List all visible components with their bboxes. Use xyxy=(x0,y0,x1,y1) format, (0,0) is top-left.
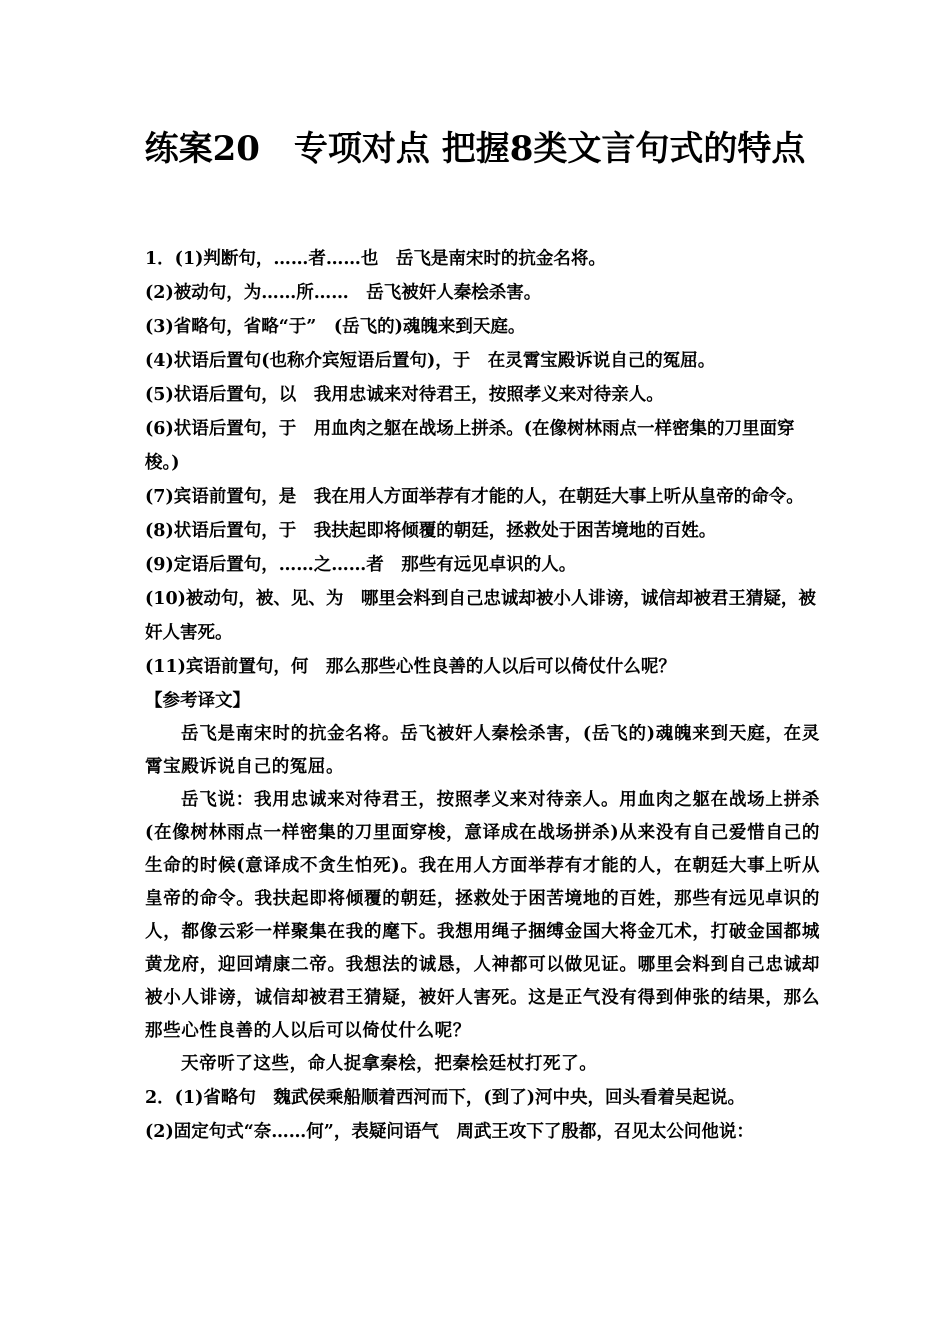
answer-list-q2 xyxy=(145,1081,820,1149)
translation-heading: 【参考译文】 xyxy=(145,691,250,711)
translation-paragraph: 岳飞说：我用忠诚来对待君王，按照孝义来对待亲人。用血肉之躯在战场上拼杀(在像树林雨点一样密集的刀里面穿梭，意译成在战场拼杀)从来没有自己爱惜自己的生命的时候(意译成不贪生怕死)。我在用人方面举荐有才能的人，在朝廷大事上听从皇帝的命令。我扶起即将倾覆的朝廷，拯救处于困苦境地的百姓，那些有远见卓识的人，都像云彩一样聚集在我的麾下。我想用绳子捆缚金国大将金兀术，打破金国都城黄龙府，迎回靖康二帝。我想法的诚恳，人神都可以做见证。哪里会料到自己忠诚却被小人诽谤，诚信却被君王猜疑，被奸人害死。这是正气没有得到伸张的结果，那么那些心性良善的人以后可以倚仗什么呢？ xyxy=(145,790,820,1041)
answer-item: 1．(1)判断句，……者……也 岳飞是南宋时的抗金名将。 xyxy=(145,249,606,269)
answer-item: (8)状语后置句，于 我扶起即将倾覆的朝廷，拯救处于困苦境地的百姓。 xyxy=(145,521,717,541)
answer-item: (4)状语后置句(也称介宾短语后置句)，于 在灵霄宝殿诉说自己的冤屈。 xyxy=(145,351,716,371)
answer-item: (2)固定句式“奈……何”，表疑问语气 周武王攻下了殷都，召见太公问他说： xyxy=(145,1122,754,1142)
answer-list-q1 xyxy=(145,242,820,684)
answer-item: 2．(1)省略句 魏武侯乘船顺着西河而下，(到了)河中央，回头看着吴起说。 xyxy=(145,1088,745,1108)
answer-item: (3)省略句，省略“于” (岳飞的)魂魄来到天庭。 xyxy=(145,317,526,337)
translation-paragraph: 岳飞是南宋时的抗金名将。岳飞被奸人秦桧杀害，(岳飞的)魂魄来到天庭，在灵霄宝殿诉说自己的冤屈。 xyxy=(145,724,820,777)
answer-item: (7)宾语前置句，是 我在用人方面举荐有才能的人，在朝廷大事上听从皇帝的命令。 xyxy=(145,487,804,507)
document-body xyxy=(145,242,820,1149)
page-title: 练案20 专项对点 把握8类文言句式的特点 xyxy=(144,129,806,169)
answer-item: (11)宾语前置句，何 那么那些心性良善的人以后可以倚仗什么呢？ xyxy=(145,657,676,677)
answer-item: (5)状语后置句，以 我用忠诚来对待君王，按照孝义来对待亲人。 xyxy=(145,385,664,405)
translation-text xyxy=(145,718,820,1081)
answer-item: (9)定语后置句，……之……者 那些有远见卓识的人。 xyxy=(145,555,577,575)
answer-item: (2)被动句，为……所…… 岳飞被奸人秦桧杀害。 xyxy=(145,283,542,303)
answer-item: (6)状语后置句，于 用血肉之躯在战场上拼杀。(在像树林雨点一样密集的刀里面穿梭。) xyxy=(145,419,795,473)
translation-paragraph: 天帝听了这些，命人捉拿秦桧，把秦桧廷杖打死了。 xyxy=(181,1054,598,1074)
answer-item: (10)被动句，被、见、为 哪里会料到自己忠诚却被小人诽谤，诚信却被君王猜疑，被奸人害死。 xyxy=(145,589,816,643)
